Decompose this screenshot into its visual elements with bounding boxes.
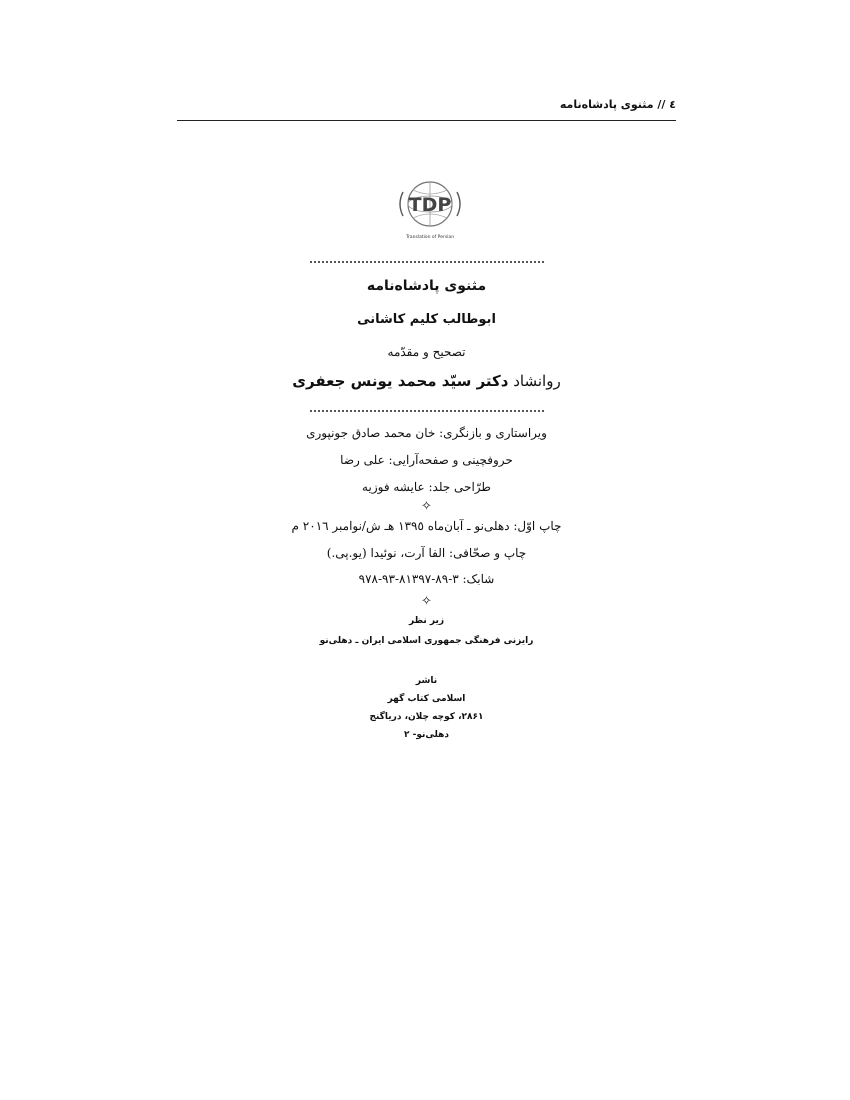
publisher-name: اسلامی کتاب گهر [387, 694, 466, 704]
book-title: مثنوی پادشاه‌نامه [366, 278, 487, 294]
supervision-body: رایزنی فرهنگی جمهوری اسلامی ایران ـ دهلی‌نو [319, 636, 534, 646]
editor-line [177, 372, 676, 390]
dotted-divider-bottom [310, 410, 544, 412]
editor-prefix: روانشاد [513, 372, 561, 390]
book-author: ابوطالب کلیم کاشانی [357, 312, 496, 327]
svg-text:TDP: TDP [408, 194, 452, 216]
supervision-label: زیر نظر [408, 616, 445, 626]
running-head: ٤ // مثنوی پادشاه‌نامه [559, 98, 676, 111]
publisher-logo [395, 178, 465, 242]
header-rule [177, 120, 676, 121]
ornament-star-icon-2: ✧ [421, 594, 432, 609]
publisher-label: ناشر [415, 676, 438, 686]
tdp-logo-icon [395, 178, 465, 242]
credit-first-print: چاپ اوّل: دهلی‌نو ـ آبان‌ماه ١٣٩٥ هـ ش/نوامبر ٢٠١٦ م [291, 519, 562, 533]
publisher-address: ۲۸۶۱، کوچه چلان، دریاگنج [369, 712, 484, 722]
publisher-city: دهلی‌نو- ۲ [403, 730, 450, 740]
dotted-divider-top [310, 261, 544, 263]
credit-cover: طرّاحی جلد: عایشه فوزیه [362, 480, 491, 494]
credit-printing: چاپ و صحّافی: الفا آرت، نوئیدا (یو.پی.) [326, 546, 527, 560]
ornament-star-icon: ✧ [421, 499, 432, 514]
svg-text:Translation of Persian: Translation of Persian [405, 235, 455, 240]
editor-name: دکتر سیّد محمد یونس جعفری [292, 372, 509, 390]
credit-editing: ویراستاری و بازنگری: خان محمد صادق جونپوری [306, 426, 547, 440]
credit-typesetting: حروفچینی و صفحه‌آرایی: علی رضا [340, 453, 513, 467]
credit-isbn: شابک: ٣-٨٩-٨١٣٩٧-٩٣-٩٧٨ [358, 572, 495, 586]
edit-label: تصحیح و مقدّمه [387, 345, 466, 359]
